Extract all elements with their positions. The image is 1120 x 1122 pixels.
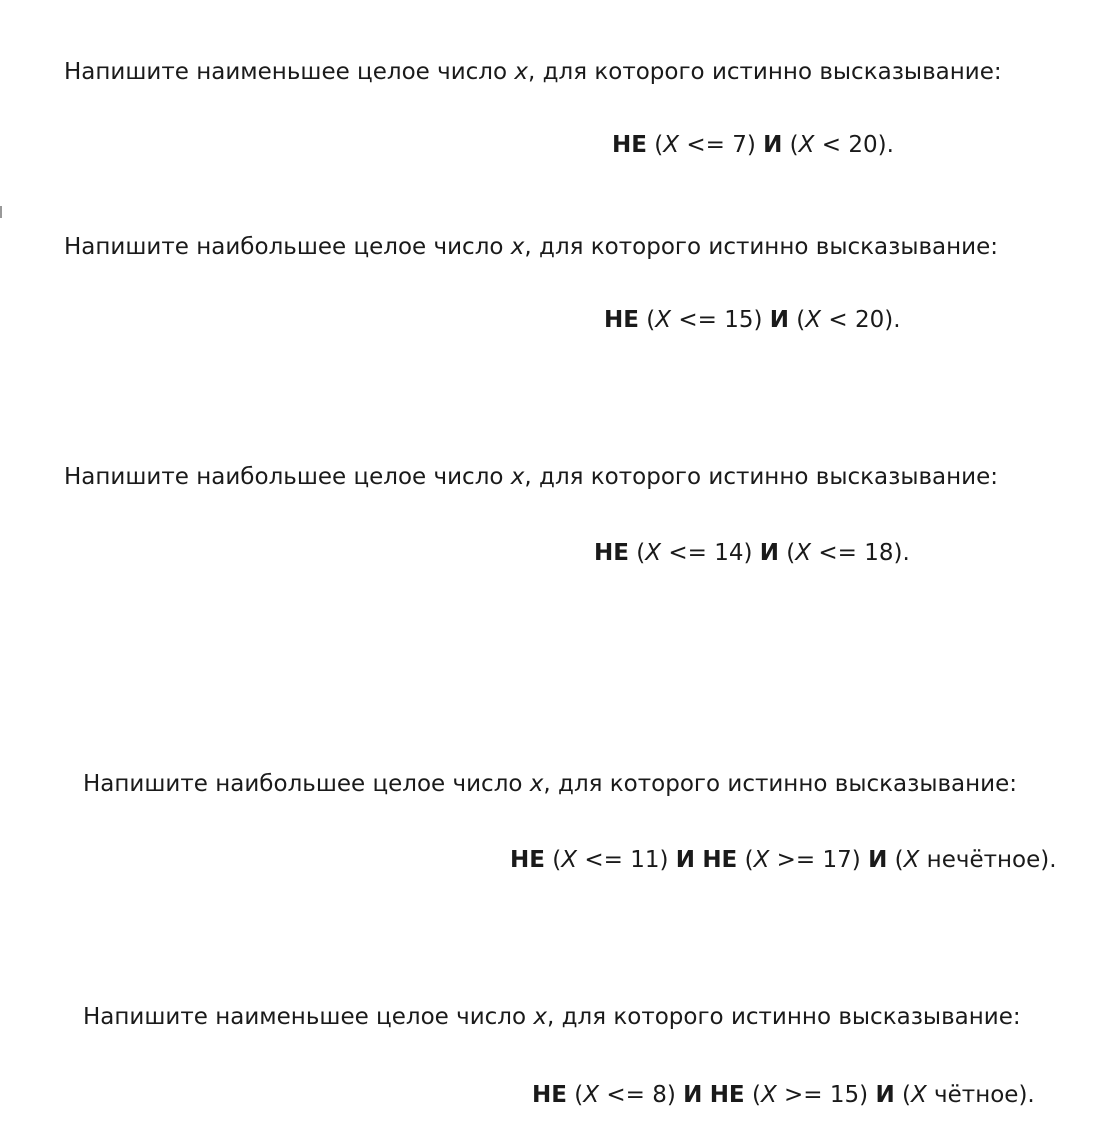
paren-open: ( (646, 132, 664, 158)
prompt-text-after: , для которого истинно высказывание: (524, 234, 999, 260)
paren-open: ( (887, 847, 904, 873)
left-edge-mark (0, 206, 2, 218)
prompt-text-before: Напишите наименьшее целое число (64, 59, 515, 85)
condition-text: <= 15) (671, 307, 770, 333)
paren-open: ( (544, 847, 562, 873)
paren-open: ( (566, 1082, 584, 1108)
paren-open: ( (782, 132, 799, 158)
task-4-prompt (83, 773, 1017, 796)
condition-text: <= 8) (599, 1082, 684, 1108)
and-operator: И (683, 1082, 703, 1108)
expr-variable: X (753, 847, 770, 873)
task-1-prompt (64, 61, 1002, 84)
prompt-text-after: , для которого истинно высказывание: (543, 771, 1018, 797)
paren-open: ( (744, 1082, 761, 1108)
paren-open: ( (894, 1082, 911, 1108)
expr-variable: X (798, 132, 815, 158)
paren-open: ( (628, 540, 646, 566)
and-operator: И (868, 847, 888, 873)
expr-variable: X (795, 540, 812, 566)
expr-variable: X (910, 1082, 927, 1108)
prompt-variable: x (514, 59, 528, 85)
prompt-variable: x (510, 234, 525, 260)
expr-variable: X (655, 307, 672, 333)
not-operator: НЕ (702, 847, 738, 873)
prompt-text-after: , для которого истинно высказывание: (528, 59, 1002, 85)
task-3-prompt (64, 466, 998, 489)
and-operator: И (675, 847, 695, 873)
spacer (702, 1082, 709, 1108)
expr-variable: X (760, 1082, 777, 1108)
prompt-text-after: , для которого истинно высказывание: (524, 464, 999, 490)
condition-text: <= 14) (661, 540, 760, 566)
and-operator: И (875, 1082, 895, 1108)
condition-text: >= 15) (776, 1082, 876, 1108)
expr-variable: X (645, 540, 662, 566)
task-1-expression (612, 134, 894, 157)
task-5-prompt (83, 1006, 1021, 1029)
paren-open: ( (638, 307, 656, 333)
prompt-text-before: Напишите наибольшее целое число (64, 464, 511, 490)
and-operator: И (759, 540, 779, 566)
not-operator: НЕ (532, 1082, 567, 1108)
expr-variable: X (663, 132, 680, 158)
not-operator: НЕ (709, 1082, 745, 1108)
condition-text: <= 7) (679, 132, 764, 158)
and-operator: И (763, 132, 783, 158)
paren-open: ( (779, 540, 796, 566)
condition-text: <= 11) (577, 847, 676, 873)
not-operator: НЕ (604, 307, 639, 333)
condition-text: < 20). (821, 307, 901, 333)
prompt-variable: x (533, 1004, 547, 1030)
condition-text: <= 18). (811, 540, 910, 566)
not-operator: НЕ (510, 847, 545, 873)
not-operator: НЕ (612, 132, 647, 158)
prompt-text-before: Напишите наименьшее целое число (83, 1004, 534, 1030)
condition-text: нечётное). (919, 847, 1057, 873)
task-3-expression (594, 542, 910, 565)
prompt-text-after: , для которого истинно высказывание: (547, 1004, 1021, 1030)
not-operator: НЕ (594, 540, 629, 566)
task-5-expression (532, 1084, 1035, 1107)
task-2-prompt (64, 236, 998, 259)
expr-variable: X (583, 1082, 600, 1108)
expr-variable: X (805, 307, 822, 333)
expr-variable: X (903, 847, 920, 873)
prompt-variable: x (529, 771, 544, 797)
prompt-text-before: Напишите наибольшее целое число (83, 771, 530, 797)
condition-text: чётное). (926, 1082, 1035, 1108)
paren-open: ( (789, 307, 806, 333)
prompt-variable: x (510, 464, 525, 490)
condition-text: < 20). (814, 132, 894, 158)
prompt-text-before: Напишите наибольшее целое число (64, 234, 511, 260)
and-operator: И (769, 307, 789, 333)
task-4-expression (510, 849, 1057, 872)
expr-variable: X (561, 847, 578, 873)
paren-open: ( (737, 847, 754, 873)
condition-text: >= 17) (769, 847, 869, 873)
task-2-expression (604, 309, 901, 332)
